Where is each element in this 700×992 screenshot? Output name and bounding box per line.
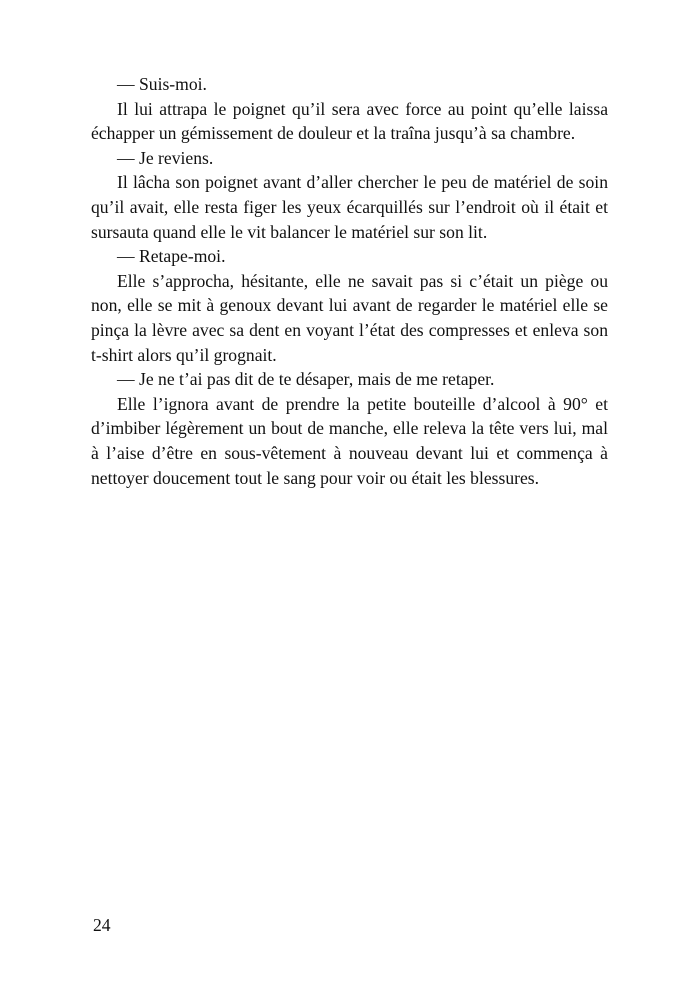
paragraph: Elle s’approcha, hésitante, elle ne savait pas si c’était un piège ou non, elle se mit à genoux devant lui avant de regarder le matériel elle se pinça la lèvre avec sa dent en voyant l’état des compresses et enleva son t-shirt alors qu’il grognait. bbox=[91, 270, 608, 365]
paragraph: — Suis-moi. bbox=[117, 74, 207, 94]
paragraph: Il lui attrapa le poignet qu’il sera avec force au point qu’elle laissa échapper un gémissement de douleur et la traîna jusqu’à sa chambre. bbox=[91, 98, 608, 144]
paragraph: — Retape-moi. bbox=[117, 246, 226, 267]
paragraph: Il lâcha son poignet avant d’aller chercher le peu de matériel de soin qu’il avait, elle resta figer les yeux écarquillés sur l’endroit où il était et sursauta quand elle le vit balancer le matériel sur son lit. bbox=[91, 172, 608, 242]
paragraph: — Je reviens. bbox=[117, 147, 214, 168]
paragraph: Elle l’ignora avant de prendre la petite bouteille d’alcool à 90° et d’imbiber légèrement un bout de manche, elle releva la tête vers lui, mal à l’aise d’être en sous-vêtement à nouveau devant lui et commença à nettoyer doucement tout le sang pour voir ou était les blessures. bbox=[91, 393, 608, 488]
page-number: 24 bbox=[93, 915, 111, 935]
body-text bbox=[91, 72, 608, 490]
paragraph: — Je ne t’ai pas dit de te désaper, mais de me retaper. bbox=[117, 369, 495, 390]
